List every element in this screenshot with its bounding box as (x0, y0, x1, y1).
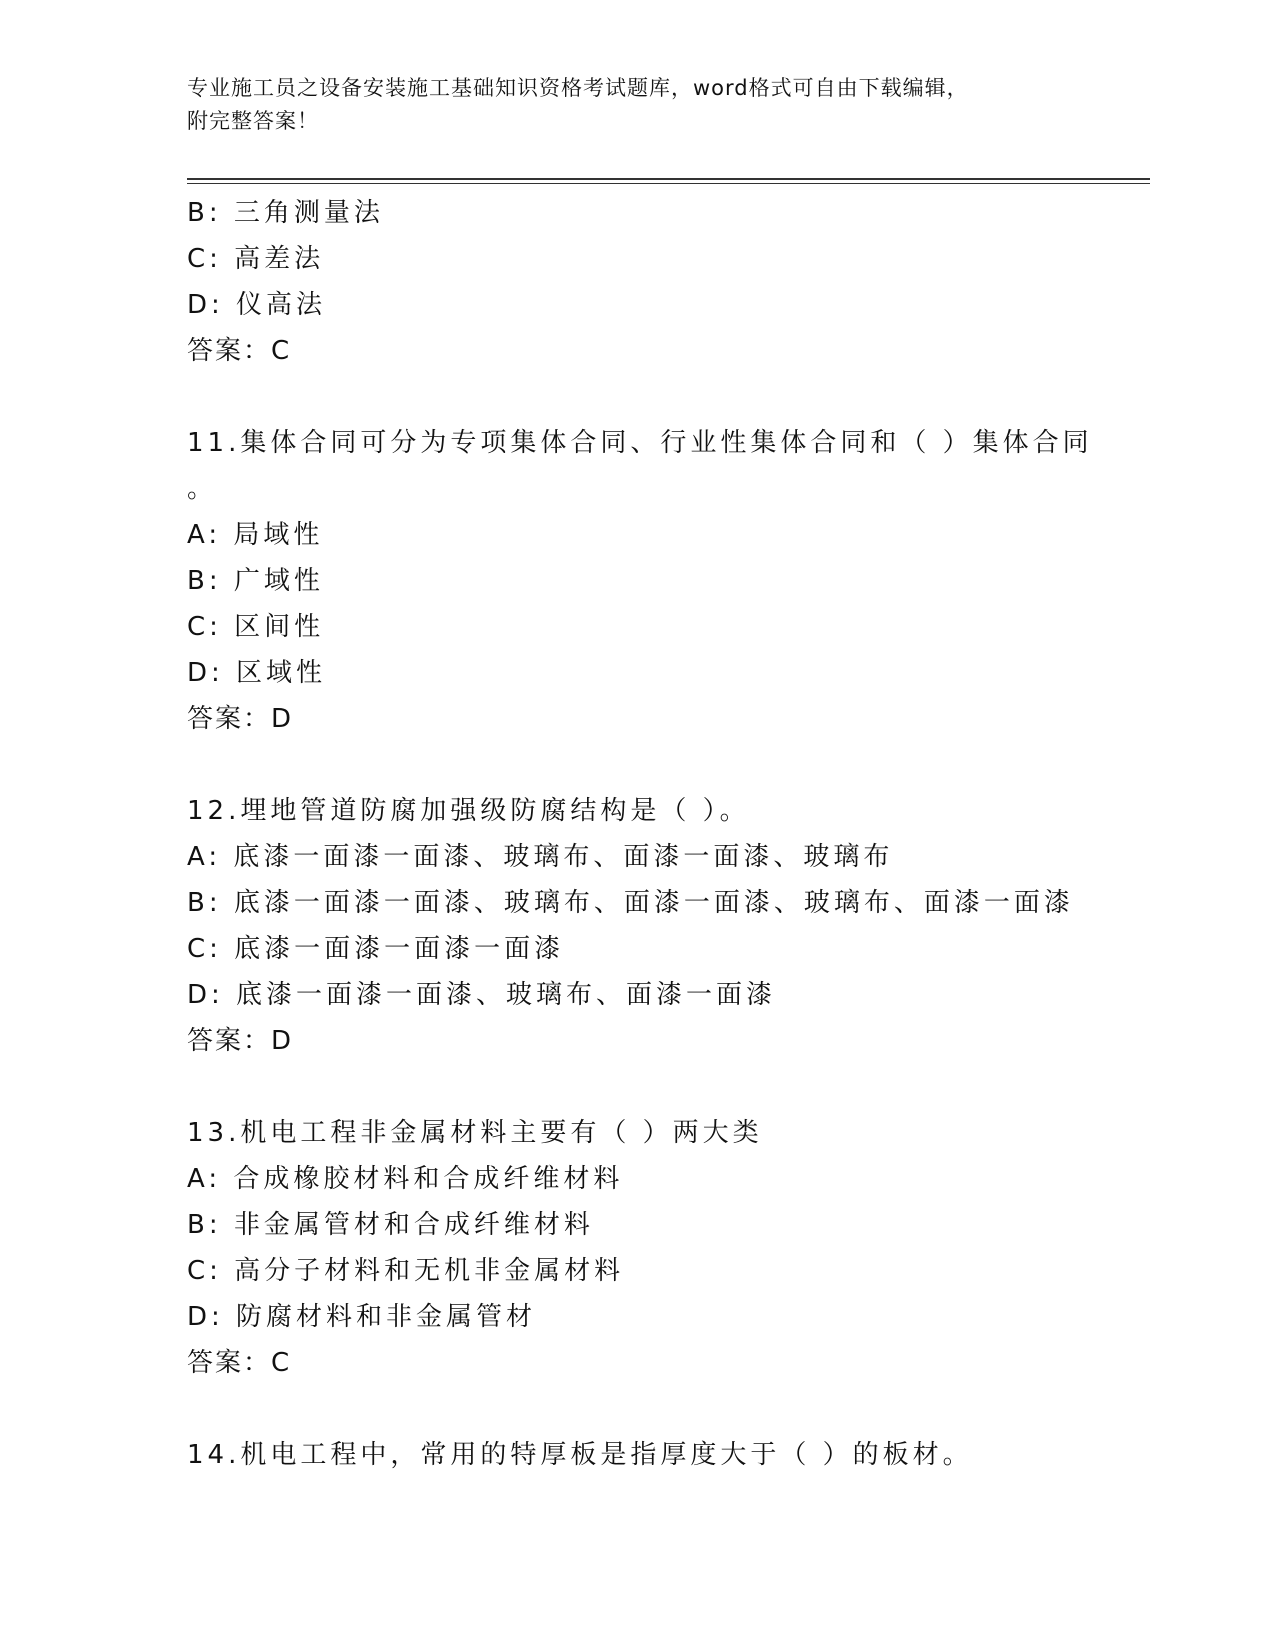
option-line: A: 合成橡胶材料和合成纤维材料 (187, 1164, 624, 1194)
header-line-2: 附完整答案！ (187, 109, 319, 133)
option-line: C: 高分子材料和无机非金属材料 (187, 1256, 625, 1286)
question-line-continued: 。 (187, 474, 218, 504)
answer-line: 答案：D (187, 1026, 294, 1056)
option-line: A: 底漆一面漆一面漆、玻璃布、面漆一面漆、玻璃布 (187, 842, 894, 872)
spacer (187, 374, 1150, 420)
question-line: 11.集体合同可分为专项集体合同、行业性集体合同和（ ）集体合同 (187, 428, 1093, 458)
spacer (187, 1386, 1150, 1432)
answer-line: 答案：D (187, 704, 294, 734)
spacer (187, 1064, 1150, 1110)
option-line: D: 区域性 (187, 658, 327, 688)
option-line: B: 广域性 (187, 566, 324, 596)
option-line: B: 三角测量法 (187, 198, 384, 228)
option-line: C: 区间性 (187, 612, 325, 642)
question-line: 12.埋地管道防腐加强级防腐结构是（ ）。 (187, 796, 750, 826)
header-divider-thin (187, 183, 1150, 184)
question-content (187, 190, 1150, 1478)
header-line-1: 专业施工员之设备安装施工基础知识资格考试题库，word格式可自由下载编辑， (187, 76, 969, 100)
document-header (187, 72, 1087, 138)
option-line: D: 底漆一面漆一面漆、玻璃布、面漆一面漆 (187, 980, 777, 1010)
option-line: C: 高差法 (187, 244, 325, 274)
spacer (187, 742, 1150, 788)
header-divider-thick (187, 178, 1150, 180)
option-line: B: 非金属管材和合成纤维材料 (187, 1210, 594, 1240)
option-line: D: 仪高法 (187, 290, 327, 320)
question-line: 14.机电工程中，常用的特厚板是指厚度大于（ ）的板材。 (187, 1440, 973, 1470)
answer-line: 答案：C (187, 336, 292, 366)
question-line: 13.机电工程非金属材料主要有（ ）两大类 (187, 1118, 763, 1148)
answer-line: 答案：C (187, 1348, 292, 1378)
option-line: C: 底漆一面漆一面漆一面漆 (187, 934, 565, 964)
option-line: D: 防腐材料和非金属管材 (187, 1302, 537, 1332)
option-line: B: 底漆一面漆一面漆、玻璃布、面漆一面漆、玻璃布、面漆一面漆 (187, 888, 1074, 918)
option-line: A: 局域性 (187, 520, 324, 550)
